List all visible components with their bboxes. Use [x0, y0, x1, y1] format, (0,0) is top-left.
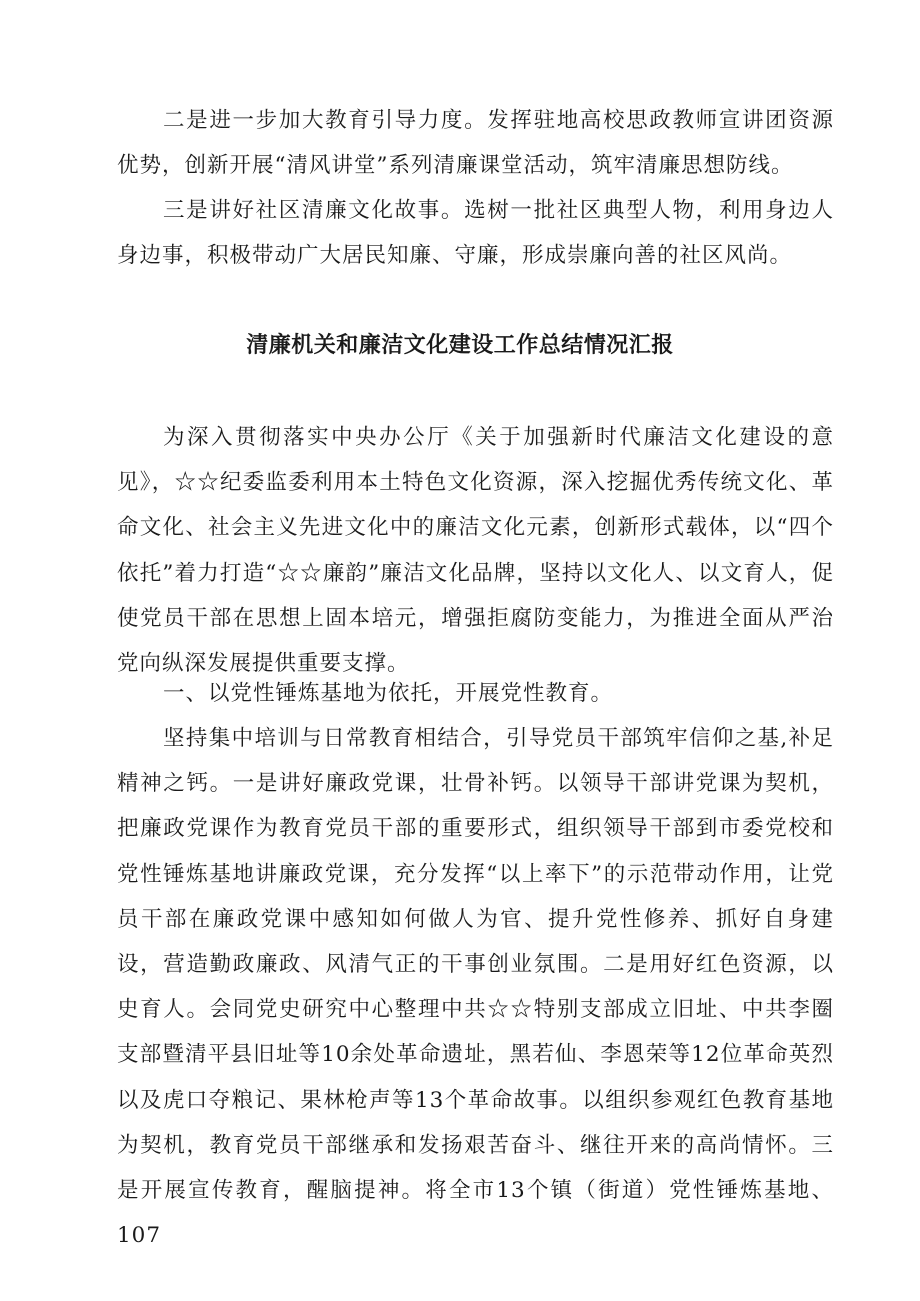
section-1-body: 坚持集中培训与日常教育相结合，引导党员干部筑牢信仰之基,补足精神之钙。一是讲好廉政党课，壮骨补钙。以领导干部讲党课为契机，把廉政党课作为教育党员干部的重要形式，组织领导干部到市委党校和党性锤炼基地讲廉政党课，充分发挥“以上率下”的示范带动作用，让党员干部在廉政党课中感知如何做人为官、提升党性修养、抓好自身建设，营造勤政廉政、风清气正的干事创业氛围。二是用好红色资源，以史育人。会同党史研究中心整理中共☆☆特别支部成立旧址、中共李圈支部暨清平县旧址等10余处革命遗址，黑若仙、李恩荣等12位革命英烈以及虎口夺粮记、果林枪声等13个革命故事。以组织参观红色教育基地为契机，教育党员干部继承和发扬艰苦奋斗、继往开来的高尚情怀。三是开展宣传教育，醒脑提神。将全市13个镇（街道）党性锤炼基地、107 — [117, 726, 834, 1249]
paragraph-education-guidance: 二是进一步加大教育引导力度。发挥驻地高校思政教师宣讲团资源优势，创新开展“清风讲堂”系列清廉课堂活动，筑牢清廉思想防线。 — [117, 108, 834, 179]
article-title: 清廉机关和廉洁文化建设工作总结情况汇报 — [246, 333, 674, 358]
paragraph-community-stories: 三是讲好社区清廉文化故事。选树一批社区典型人物，利用身边人身边事，积极带动广大居民知廉、守廉，形成崇廉向善的社区风尚。 — [117, 198, 834, 269]
paragraph-intro: 为深入贯彻落实中央办公厅《关于加强新时代廉洁文化建设的意见》，☆☆纪委监委利用本土特色文化资源，深入挖掘优秀传统文化、革命文化、社会主义先进文化中的廉洁文化元素，创新形式载体，以“四个依托”着力打造“☆☆廉韵”廉洁文化品牌，坚持以文化人、以文育人，促使党员干部在思想上固本培元，增强拒腐防变能力，为推进全面从严治党向纵深发展提供重要支撑。 — [117, 425, 834, 677]
section-1-heading: 一、以党性锤炼基地为依托，开展党性教育。 — [163, 681, 614, 706]
